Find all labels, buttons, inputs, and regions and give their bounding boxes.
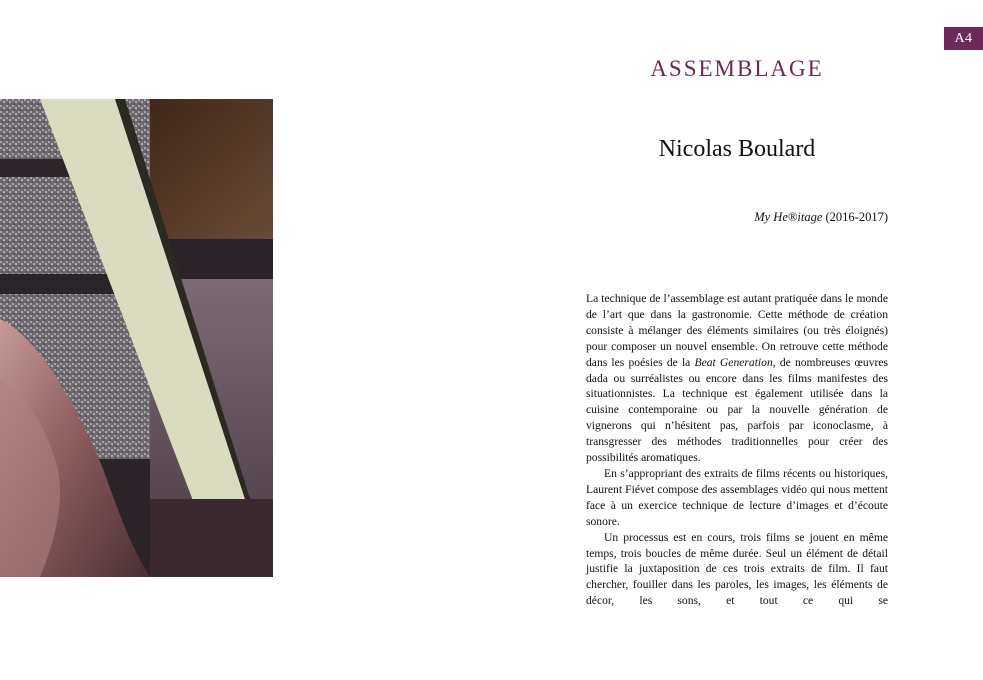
work-title: My He®itage [754,210,823,224]
work-caption [586,210,888,225]
section-title: ASSEMBLAGE [650,56,824,81]
body-paragraph-1-part-a: La technique de l’assemblage est autant pratiquée dans le monde de l’art que dans la gastronomie. Cette méthode de création consiste à mélanger des éléments similaires (ou très éloignés) pour composer un nouvel ensemble. On retrouve cette méthode dans les poésies de la [586,292,888,369]
artist-name: Nicolas Boulard [658,136,816,162]
video-still-image [0,99,273,577]
body-paragraph-1 [586,291,888,466]
beat-generation-italic: Beat Generation [694,355,773,369]
artwork-photo [0,99,273,577]
body-text [586,291,888,609]
work-years: (2016-2017) [825,210,888,224]
page-number-badge: A4 [944,27,983,50]
body-paragraph-3: Un processus est en cours, trois films se jouent en même temps, trois boucles de même durée. Seul un élément de détail justifie la juxtaposition de ces trois extraits de film. Il faut chercher, fouiller dans les paroles, les images, les éléments de décor, les sons, et tout ce qui se [586,530,888,608]
body-paragraph-1-part-b: , de nombreuses œuvres dada ou surréalistes ou encore dans les films manifestes des situationnistes. La technique est également utilisée dans la cuisine contemporaine ou par la nouvelle génération de vignerons qui n’hésitent pas, parfois par iconoclasme, à transgresser des méthodes traditionnelles pour créer des possibilités aromatiques. [586,355,889,465]
body-paragraph-2: En s’appropriant des extraits de films récents ou historiques, Laurent Fiévet compose des assemblages vidéo qui nous mettent face à un exercice technique de lecture d’images et d’écoute sonore. [586,466,888,528]
